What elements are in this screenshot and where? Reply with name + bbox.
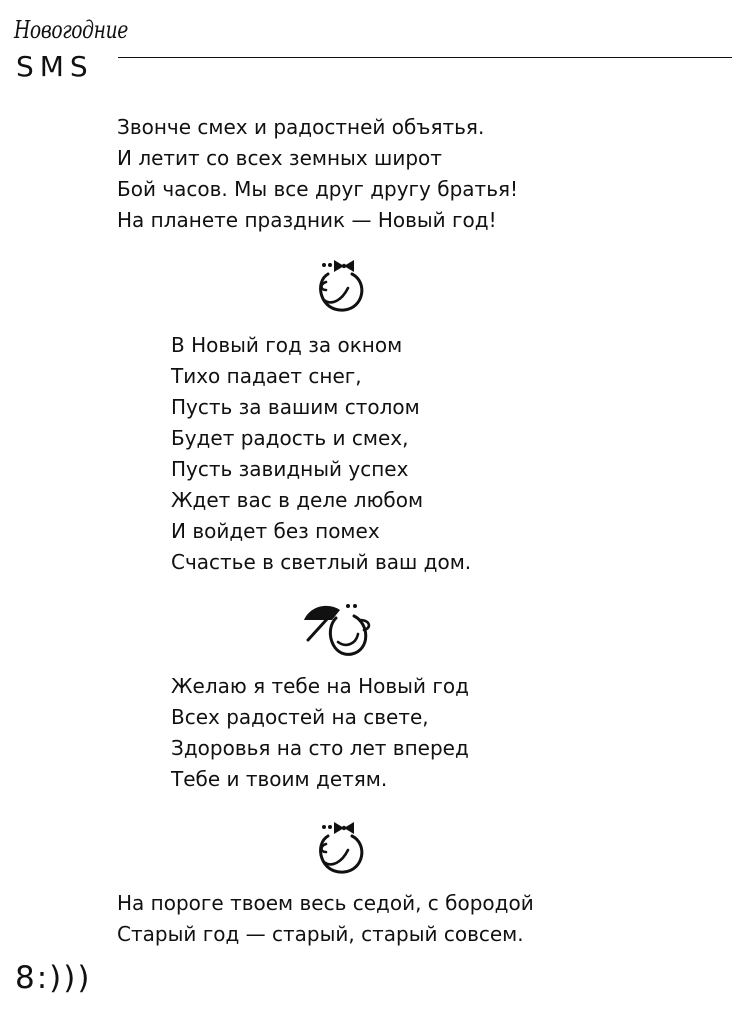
poem-line: В Новый год за окном [171, 333, 403, 357]
poem-line: Старый год — старый, старый совсем. [117, 922, 524, 946]
header-divider [118, 57, 732, 58]
poem-line: Тебе и твоим детям. [171, 767, 388, 791]
poem-line: Звонче смех и радостней объятья. [117, 115, 485, 139]
poem-line: Пусть за вашим столом [171, 395, 420, 419]
poem-line: На пороге твоем весь седой, с бородой [117, 891, 534, 915]
poem-line: Тихо падает снег, [171, 364, 362, 388]
page-smiley-footer: 8:))) [15, 960, 92, 996]
smiley-bow-icon [308, 252, 378, 316]
poem-line: На планете праздник — Новый год! [117, 208, 497, 232]
poem-line: И войдет без помех [171, 519, 380, 543]
poem-stanza [117, 888, 534, 950]
poem-line: Желаю я тебе на Новый год [171, 674, 469, 698]
poem-line: Здоровья на сто лет вперед [171, 736, 469, 760]
header-title: Новогодние [14, 16, 128, 44]
poem-stanza [117, 112, 518, 236]
smiley-bow-icon [308, 814, 378, 878]
poem-stanza [171, 671, 469, 795]
poem-line: Бой часов. Мы все друг другу братья! [117, 177, 519, 201]
poem-line: Всех радостей на свете, [171, 705, 429, 729]
poem-line: Пусть завидный успех [171, 457, 409, 481]
poem-line: И летит со всех земных широт [117, 146, 442, 170]
poem-stanza [171, 330, 471, 578]
poem-line: Счастье в светлый ваш дом. [171, 550, 472, 574]
poem-line: Будет радость и смех, [171, 426, 409, 450]
header-subtitle: SMS [16, 50, 94, 83]
smiley-cap-icon [300, 598, 378, 662]
poem-line: Ждет вас в деле любом [171, 488, 424, 512]
